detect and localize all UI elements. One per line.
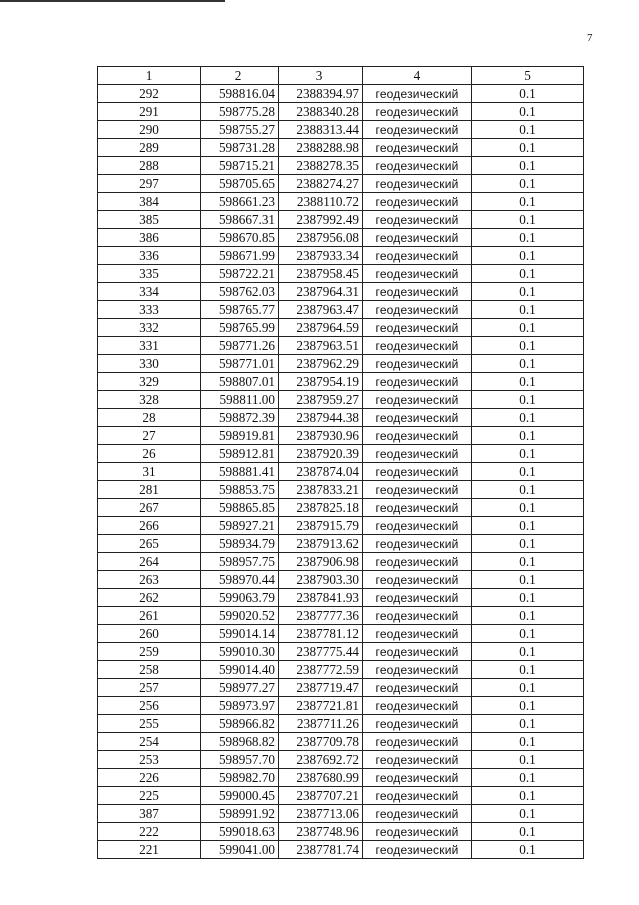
table-row xyxy=(98,229,584,247)
y-coordinate-cell: 2387713.06 xyxy=(279,805,363,823)
point-number-cell: 297 xyxy=(98,175,201,193)
x-coordinate-cell: 598957.75 xyxy=(201,553,279,571)
method-cell: геодезический xyxy=(363,571,472,589)
table-row xyxy=(98,661,584,679)
y-coordinate-cell: 2387992.49 xyxy=(279,211,363,229)
table-row xyxy=(98,157,584,175)
table-row xyxy=(98,139,584,157)
x-coordinate-cell: 598811.00 xyxy=(201,391,279,409)
point-number-cell: 288 xyxy=(98,157,201,175)
accuracy-cell: 0.1 xyxy=(472,715,584,733)
y-coordinate-cell: 2387825.18 xyxy=(279,499,363,517)
x-coordinate-cell: 598912.81 xyxy=(201,445,279,463)
method-cell: геодезический xyxy=(363,499,472,517)
y-coordinate-cell: 2387833.21 xyxy=(279,481,363,499)
y-coordinate-cell: 2388394.97 xyxy=(279,85,363,103)
x-coordinate-cell: 598671.99 xyxy=(201,247,279,265)
y-coordinate-cell: 2387930.96 xyxy=(279,427,363,445)
accuracy-cell: 0.1 xyxy=(472,841,584,859)
method-cell: геодезический xyxy=(363,715,472,733)
y-coordinate-cell: 2388313.44 xyxy=(279,121,363,139)
y-coordinate-cell: 2388110.72 xyxy=(279,193,363,211)
table-row xyxy=(98,553,584,571)
table-row xyxy=(98,175,584,193)
x-coordinate-cell: 598968.82 xyxy=(201,733,279,751)
method-cell: геодезический xyxy=(363,121,472,139)
y-coordinate-cell: 2387933.34 xyxy=(279,247,363,265)
method-cell: геодезический xyxy=(363,85,472,103)
x-coordinate-cell: 599000.45 xyxy=(201,787,279,805)
point-number-cell: 292 xyxy=(98,85,201,103)
point-number-cell: 384 xyxy=(98,193,201,211)
accuracy-cell: 0.1 xyxy=(472,301,584,319)
x-coordinate-cell: 598670.85 xyxy=(201,229,279,247)
point-number-cell: 26 xyxy=(98,445,201,463)
coordinates-table xyxy=(97,66,584,859)
point-number-cell: 267 xyxy=(98,499,201,517)
column-header: 2 xyxy=(201,67,279,85)
point-number-cell: 266 xyxy=(98,517,201,535)
y-coordinate-cell: 2387958.45 xyxy=(279,265,363,283)
x-coordinate-cell: 598667.31 xyxy=(201,211,279,229)
accuracy-cell: 0.1 xyxy=(472,247,584,265)
table-row xyxy=(98,373,584,391)
point-number-cell: 254 xyxy=(98,733,201,751)
table-row xyxy=(98,751,584,769)
y-coordinate-cell: 2387944.38 xyxy=(279,409,363,427)
point-number-cell: 226 xyxy=(98,769,201,787)
table-row xyxy=(98,805,584,823)
accuracy-cell: 0.1 xyxy=(472,193,584,211)
x-coordinate-cell: 598705.65 xyxy=(201,175,279,193)
x-coordinate-cell: 598934.79 xyxy=(201,535,279,553)
accuracy-cell: 0.1 xyxy=(472,175,584,193)
x-coordinate-cell: 598715.21 xyxy=(201,157,279,175)
accuracy-cell: 0.1 xyxy=(472,787,584,805)
point-number-cell: 259 xyxy=(98,643,201,661)
method-cell: геодезический xyxy=(363,337,472,355)
point-number-cell: 334 xyxy=(98,283,201,301)
column-header: 3 xyxy=(279,67,363,85)
y-coordinate-cell: 2387915.79 xyxy=(279,517,363,535)
table-row xyxy=(98,103,584,121)
table-row xyxy=(98,247,584,265)
table-row xyxy=(98,427,584,445)
accuracy-cell: 0.1 xyxy=(472,211,584,229)
point-number-cell: 289 xyxy=(98,139,201,157)
method-cell: геодезический xyxy=(363,445,472,463)
accuracy-cell: 0.1 xyxy=(472,373,584,391)
method-cell: геодезический xyxy=(363,679,472,697)
table-row xyxy=(98,481,584,499)
method-cell: геодезический xyxy=(363,823,472,841)
y-coordinate-cell: 2387913.62 xyxy=(279,535,363,553)
table-row xyxy=(98,787,584,805)
point-number-cell: 261 xyxy=(98,607,201,625)
accuracy-cell: 0.1 xyxy=(472,823,584,841)
table-row xyxy=(98,517,584,535)
point-number-cell: 27 xyxy=(98,427,201,445)
y-coordinate-cell: 2387721.81 xyxy=(279,697,363,715)
accuracy-cell: 0.1 xyxy=(472,805,584,823)
x-coordinate-cell: 598771.26 xyxy=(201,337,279,355)
x-coordinate-cell: 599014.14 xyxy=(201,625,279,643)
method-cell: геодезический xyxy=(363,391,472,409)
method-cell: геодезический xyxy=(363,481,472,499)
x-coordinate-cell: 598966.82 xyxy=(201,715,279,733)
point-number-cell: 290 xyxy=(98,121,201,139)
accuracy-cell: 0.1 xyxy=(472,769,584,787)
accuracy-cell: 0.1 xyxy=(472,517,584,535)
method-cell: геодезический xyxy=(363,193,472,211)
method-cell: геодезический xyxy=(363,301,472,319)
point-number-cell: 28 xyxy=(98,409,201,427)
y-coordinate-cell: 2387748.96 xyxy=(279,823,363,841)
y-coordinate-cell: 2387719.47 xyxy=(279,679,363,697)
accuracy-cell: 0.1 xyxy=(472,355,584,373)
method-cell: геодезический xyxy=(363,643,472,661)
x-coordinate-cell: 599041.00 xyxy=(201,841,279,859)
x-coordinate-cell: 598722.21 xyxy=(201,265,279,283)
accuracy-cell: 0.1 xyxy=(472,139,584,157)
method-cell: геодезический xyxy=(363,409,472,427)
table-row xyxy=(98,211,584,229)
table-row xyxy=(98,85,584,103)
method-cell: геодезический xyxy=(363,229,472,247)
table-row xyxy=(98,823,584,841)
x-coordinate-cell: 598927.21 xyxy=(201,517,279,535)
method-cell: геодезический xyxy=(363,265,472,283)
x-coordinate-cell: 598982.70 xyxy=(201,769,279,787)
x-coordinate-cell: 598816.04 xyxy=(201,85,279,103)
x-coordinate-cell: 598765.99 xyxy=(201,319,279,337)
y-coordinate-cell: 2387920.39 xyxy=(279,445,363,463)
method-cell: геодезический xyxy=(363,355,472,373)
table-row xyxy=(98,589,584,607)
point-number-cell: 263 xyxy=(98,571,201,589)
point-number-cell: 221 xyxy=(98,841,201,859)
table-row xyxy=(98,841,584,859)
method-cell: геодезический xyxy=(363,463,472,481)
table-row xyxy=(98,409,584,427)
point-number-cell: 260 xyxy=(98,625,201,643)
y-coordinate-cell: 2387775.44 xyxy=(279,643,363,661)
method-cell: геодезический xyxy=(363,625,472,643)
accuracy-cell: 0.1 xyxy=(472,157,584,175)
y-coordinate-cell: 2387680.99 xyxy=(279,769,363,787)
point-number-cell: 329 xyxy=(98,373,201,391)
accuracy-cell: 0.1 xyxy=(472,283,584,301)
x-coordinate-cell: 598775.28 xyxy=(201,103,279,121)
method-cell: геодезический xyxy=(363,769,472,787)
table-row xyxy=(98,337,584,355)
point-number-cell: 336 xyxy=(98,247,201,265)
accuracy-cell: 0.1 xyxy=(472,607,584,625)
table-row xyxy=(98,301,584,319)
table-row xyxy=(98,535,584,553)
y-coordinate-cell: 2387954.19 xyxy=(279,373,363,391)
accuracy-cell: 0.1 xyxy=(472,733,584,751)
x-coordinate-cell: 598865.85 xyxy=(201,499,279,517)
accuracy-cell: 0.1 xyxy=(472,625,584,643)
table-row xyxy=(98,643,584,661)
accuracy-cell: 0.1 xyxy=(472,751,584,769)
method-cell: геодезический xyxy=(363,697,472,715)
column-header: 4 xyxy=(363,67,472,85)
accuracy-cell: 0.1 xyxy=(472,463,584,481)
y-coordinate-cell: 2387781.74 xyxy=(279,841,363,859)
y-coordinate-cell: 2387781.12 xyxy=(279,625,363,643)
method-cell: геодезический xyxy=(363,157,472,175)
accuracy-cell: 0.1 xyxy=(472,265,584,283)
y-coordinate-cell: 2387964.31 xyxy=(279,283,363,301)
method-cell: геодезический xyxy=(363,139,472,157)
y-coordinate-cell: 2388340.28 xyxy=(279,103,363,121)
accuracy-cell: 0.1 xyxy=(472,229,584,247)
y-coordinate-cell: 2387956.08 xyxy=(279,229,363,247)
y-coordinate-cell: 2388278.35 xyxy=(279,157,363,175)
x-coordinate-cell: 599063.79 xyxy=(201,589,279,607)
x-coordinate-cell: 598973.97 xyxy=(201,697,279,715)
x-coordinate-cell: 598731.28 xyxy=(201,139,279,157)
x-coordinate-cell: 598771.01 xyxy=(201,355,279,373)
table-row xyxy=(98,445,584,463)
point-number-cell: 385 xyxy=(98,211,201,229)
method-cell: геодезический xyxy=(363,751,472,769)
y-coordinate-cell: 2387711.26 xyxy=(279,715,363,733)
x-coordinate-cell: 598755.27 xyxy=(201,121,279,139)
accuracy-cell: 0.1 xyxy=(472,319,584,337)
y-coordinate-cell: 2387959.27 xyxy=(279,391,363,409)
column-header: 5 xyxy=(472,67,584,85)
y-coordinate-cell: 2387906.98 xyxy=(279,553,363,571)
x-coordinate-cell: 598977.27 xyxy=(201,679,279,697)
method-cell: геодезический xyxy=(363,787,472,805)
accuracy-cell: 0.1 xyxy=(472,499,584,517)
table-row xyxy=(98,679,584,697)
accuracy-cell: 0.1 xyxy=(472,391,584,409)
x-coordinate-cell: 598919.81 xyxy=(201,427,279,445)
x-coordinate-cell: 598970.44 xyxy=(201,571,279,589)
accuracy-cell: 0.1 xyxy=(472,481,584,499)
column-header: 1 xyxy=(98,67,201,85)
x-coordinate-cell: 599020.52 xyxy=(201,607,279,625)
x-coordinate-cell: 598762.03 xyxy=(201,283,279,301)
point-number-cell: 264 xyxy=(98,553,201,571)
accuracy-cell: 0.1 xyxy=(472,679,584,697)
point-number-cell: 257 xyxy=(98,679,201,697)
table-row xyxy=(98,265,584,283)
point-number-cell: 330 xyxy=(98,355,201,373)
y-coordinate-cell: 2387707.21 xyxy=(279,787,363,805)
x-coordinate-cell: 598991.92 xyxy=(201,805,279,823)
method-cell: геодезический xyxy=(363,427,472,445)
accuracy-cell: 0.1 xyxy=(472,445,584,463)
table-row xyxy=(98,697,584,715)
y-coordinate-cell: 2387709.78 xyxy=(279,733,363,751)
x-coordinate-cell: 598661.23 xyxy=(201,193,279,211)
point-number-cell: 262 xyxy=(98,589,201,607)
method-cell: геодезический xyxy=(363,553,472,571)
point-number-cell: 265 xyxy=(98,535,201,553)
accuracy-cell: 0.1 xyxy=(472,697,584,715)
method-cell: геодезический xyxy=(363,283,472,301)
point-number-cell: 335 xyxy=(98,265,201,283)
point-number-cell: 333 xyxy=(98,301,201,319)
point-number-cell: 222 xyxy=(98,823,201,841)
accuracy-cell: 0.1 xyxy=(472,85,584,103)
accuracy-cell: 0.1 xyxy=(472,643,584,661)
x-coordinate-cell: 599018.63 xyxy=(201,823,279,841)
table-header-row xyxy=(98,67,584,85)
method-cell: геодезический xyxy=(363,805,472,823)
point-number-cell: 291 xyxy=(98,103,201,121)
point-number-cell: 328 xyxy=(98,391,201,409)
method-cell: геодезический xyxy=(363,373,472,391)
point-number-cell: 331 xyxy=(98,337,201,355)
method-cell: геодезический xyxy=(363,607,472,625)
table-row xyxy=(98,625,584,643)
top-rule xyxy=(0,0,225,2)
x-coordinate-cell: 598872.39 xyxy=(201,409,279,427)
accuracy-cell: 0.1 xyxy=(472,553,584,571)
point-number-cell: 387 xyxy=(98,805,201,823)
y-coordinate-cell: 2387772.59 xyxy=(279,661,363,679)
x-coordinate-cell: 598853.75 xyxy=(201,481,279,499)
y-coordinate-cell: 2387963.51 xyxy=(279,337,363,355)
x-coordinate-cell: 598807.01 xyxy=(201,373,279,391)
page-number: 7 xyxy=(587,32,593,44)
point-number-cell: 258 xyxy=(98,661,201,679)
method-cell: геодезический xyxy=(363,841,472,859)
table-row xyxy=(98,499,584,517)
point-number-cell: 332 xyxy=(98,319,201,337)
y-coordinate-cell: 2388288.98 xyxy=(279,139,363,157)
accuracy-cell: 0.1 xyxy=(472,337,584,355)
accuracy-cell: 0.1 xyxy=(472,121,584,139)
method-cell: геодезический xyxy=(363,175,472,193)
method-cell: геодезический xyxy=(363,517,472,535)
x-coordinate-cell: 599010.30 xyxy=(201,643,279,661)
point-number-cell: 31 xyxy=(98,463,201,481)
point-number-cell: 386 xyxy=(98,229,201,247)
table-row xyxy=(98,571,584,589)
accuracy-cell: 0.1 xyxy=(472,427,584,445)
table-row xyxy=(98,355,584,373)
table-row xyxy=(98,391,584,409)
table-row xyxy=(98,769,584,787)
table-row xyxy=(98,607,584,625)
x-coordinate-cell: 598957.70 xyxy=(201,751,279,769)
accuracy-cell: 0.1 xyxy=(472,589,584,607)
accuracy-cell: 0.1 xyxy=(472,409,584,427)
table-row xyxy=(98,283,584,301)
table-row xyxy=(98,319,584,337)
y-coordinate-cell: 2387874.04 xyxy=(279,463,363,481)
y-coordinate-cell: 2387777.36 xyxy=(279,607,363,625)
point-number-cell: 253 xyxy=(98,751,201,769)
accuracy-cell: 0.1 xyxy=(472,103,584,121)
method-cell: геодезический xyxy=(363,319,472,337)
x-coordinate-cell: 599014.40 xyxy=(201,661,279,679)
accuracy-cell: 0.1 xyxy=(472,535,584,553)
method-cell: геодезический xyxy=(363,103,472,121)
method-cell: геодезический xyxy=(363,733,472,751)
y-coordinate-cell: 2387903.30 xyxy=(279,571,363,589)
table-row xyxy=(98,715,584,733)
table-row xyxy=(98,733,584,751)
table-row xyxy=(98,121,584,139)
accuracy-cell: 0.1 xyxy=(472,661,584,679)
x-coordinate-cell: 598765.77 xyxy=(201,301,279,319)
method-cell: геодезический xyxy=(363,535,472,553)
method-cell: геодезический xyxy=(363,589,472,607)
y-coordinate-cell: 2387692.72 xyxy=(279,751,363,769)
table-body xyxy=(98,85,584,859)
table-row xyxy=(98,463,584,481)
method-cell: геодезический xyxy=(363,211,472,229)
y-coordinate-cell: 2387841.93 xyxy=(279,589,363,607)
y-coordinate-cell: 2388274.27 xyxy=(279,175,363,193)
x-coordinate-cell: 598881.41 xyxy=(201,463,279,481)
point-number-cell: 256 xyxy=(98,697,201,715)
point-number-cell: 225 xyxy=(98,787,201,805)
y-coordinate-cell: 2387962.29 xyxy=(279,355,363,373)
point-number-cell: 255 xyxy=(98,715,201,733)
accuracy-cell: 0.1 xyxy=(472,571,584,589)
y-coordinate-cell: 2387964.59 xyxy=(279,319,363,337)
y-coordinate-cell: 2387963.47 xyxy=(279,301,363,319)
method-cell: геодезический xyxy=(363,247,472,265)
point-number-cell: 281 xyxy=(98,481,201,499)
method-cell: геодезический xyxy=(363,661,472,679)
table-row xyxy=(98,193,584,211)
